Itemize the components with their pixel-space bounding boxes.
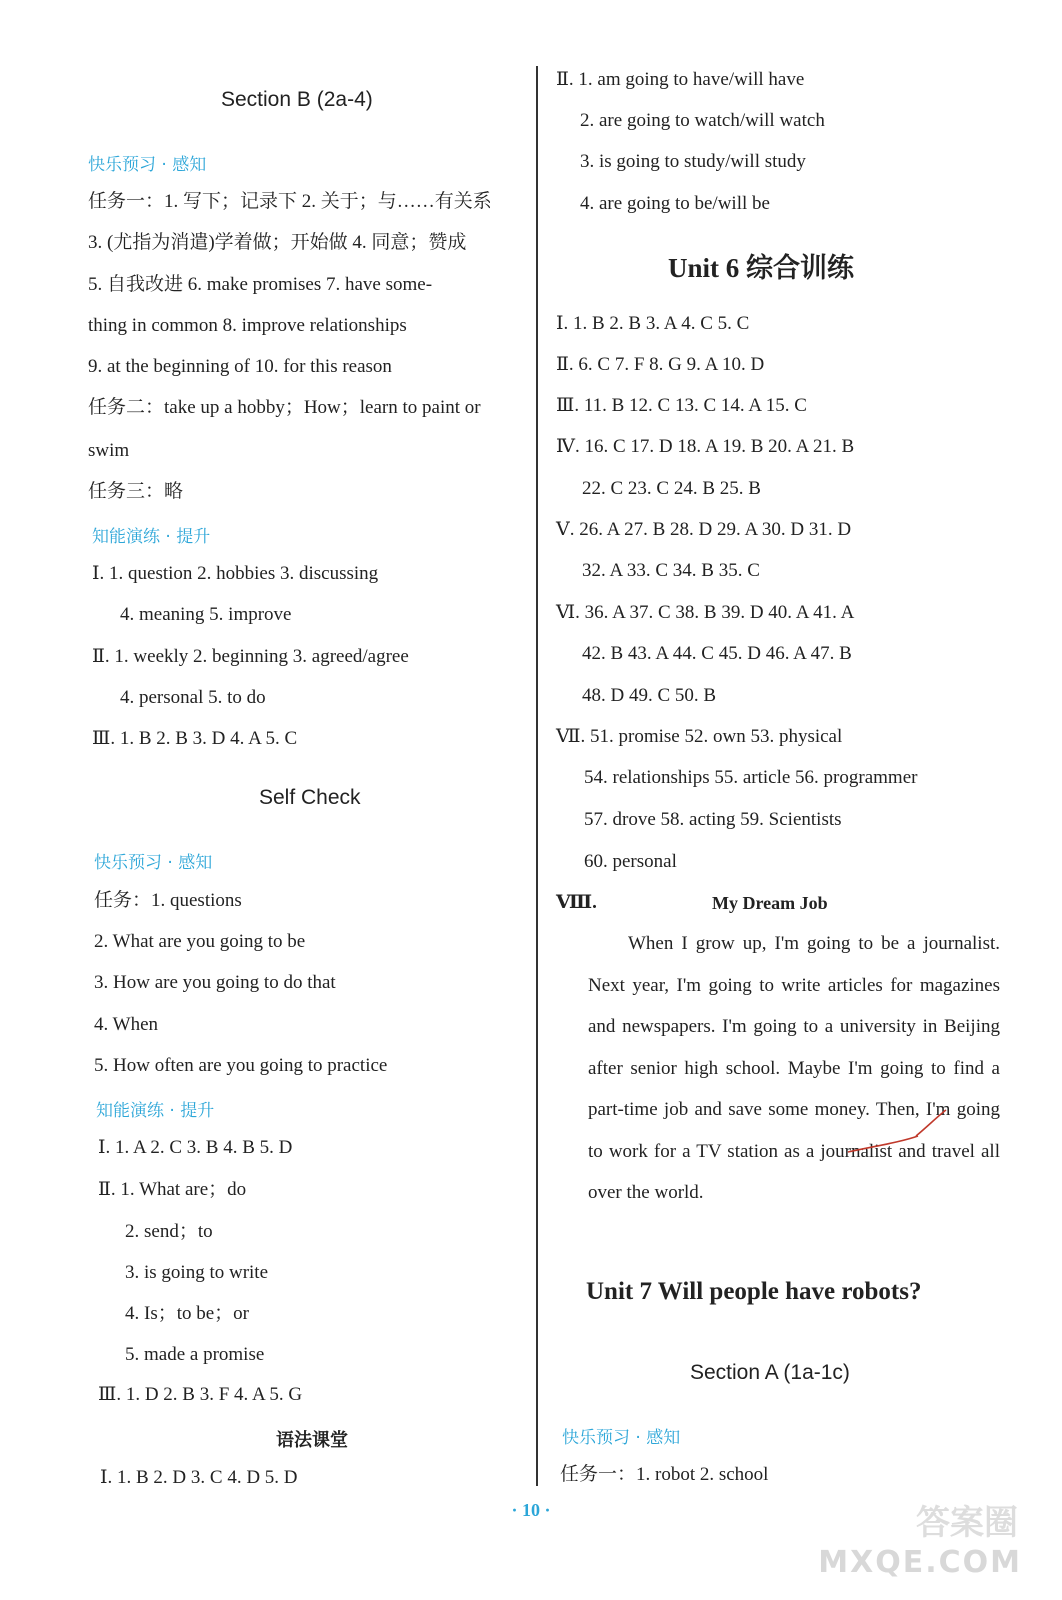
column-divider — [536, 66, 538, 1486]
section-b-title: Section B (2a-4) — [221, 88, 373, 111]
self-check-title: Self Check — [259, 786, 361, 809]
blue-heading-preview: 快乐预习 · 感知 — [562, 1428, 681, 1448]
answer-line: Ⅵ. 36. A 37. C 38. B 39. D 40. A 41. A — [556, 602, 855, 623]
page-number: · 10 · — [511, 1500, 551, 1520]
answer-line: 48. D 49. C 50. B — [582, 685, 717, 706]
answer-line: 5. made a promise — [125, 1344, 265, 1365]
essay-title: My Dream Job — [712, 893, 828, 913]
answer-line: Ⅶ. 51. promise 52. own 53. physical — [556, 726, 843, 747]
answer-line: 任务三：略 — [88, 481, 184, 502]
answer-line: Ⅴ. 26. A 27. B 28. D 29. A 30. D 31. D — [556, 519, 852, 540]
answer-line: 3. (尤指为消遣)学着做；开始做 4. 同意；赞成 — [88, 232, 467, 253]
answer-line: 60. personal — [584, 851, 677, 872]
blue-heading-preview: 快乐预习 · 感知 — [88, 155, 207, 175]
answer-line: 任务一：1. 写下；记录下 2. 关于；与……有关系 — [88, 191, 492, 212]
answer-line: 任务二：take up a hobby；How；learn to paint or — [88, 397, 481, 418]
answer-line: 2. are going to watch/will watch — [580, 110, 825, 131]
blue-heading-preview: 快乐预习 · 感知 — [94, 853, 213, 873]
grammar-heading: 语法课堂 — [276, 1430, 348, 1451]
answer-line: 32. A 33. C 34. B 35. C — [582, 560, 760, 581]
answer-line: 2. send；to — [125, 1221, 213, 1242]
answer-line: 任务一：1. robot 2. school — [560, 1464, 769, 1485]
watermark-logo: 答案圈 — [916, 1503, 1018, 1543]
unit6-title: Unit 6 综合训练 — [668, 253, 855, 283]
section-a-title: Section A (1a-1c) — [690, 1361, 850, 1384]
answer-line: 57. drove 58. acting 59. Scientists — [584, 809, 842, 830]
answer-line: 54. relationships 55. article 56. programmer — [584, 767, 918, 788]
watermark-url: MXQE.COM — [818, 1545, 1022, 1580]
answer-line: 5. How often are you going to practice — [94, 1055, 388, 1076]
answer-line: Ⅲ. 1. D 2. B 3. F 4. A 5. G — [98, 1384, 303, 1405]
answer-line: 4. meaning 5. improve — [120, 604, 292, 625]
answer-line: Ⅲ. 1. B 2. B 3. D 4. A 5. C — [92, 728, 298, 749]
answer-line: Ⅲ. 11. B 12. C 13. C 14. A 15. C — [556, 395, 807, 416]
unit7-title: Unit 7 Will people have robots? — [586, 1278, 922, 1305]
answer-line: 22. C 23. C 24. B 25. B — [582, 478, 761, 499]
essay-body: When I grow up, I'm going to be a journalist. Next year, I'm going to write articles for magazines and newspapers. I'm going to a university in Beijing after senior high school. Maybe I'm going to find a part-time job and save some money. Then, I'm going to work for a TV station as a journalist and travel all over the world. — [588, 933, 1000, 1203]
answer-line: Ⅰ. 1. B 2. D 3. C 4. D 5. D — [100, 1467, 298, 1488]
answer-line: Ⅱ. 1. weekly 2. beginning 3. agreed/agree — [92, 646, 409, 667]
answer-line: 3. How are you going to do that — [94, 972, 336, 993]
answer-line: Ⅳ. 16. C 17. D 18. A 19. B 20. A 21. B — [556, 436, 855, 457]
answer-line: 4. When — [94, 1014, 159, 1035]
answer-line: Ⅰ. 1. question 2. hobbies 3. discussing — [92, 563, 379, 584]
answer-line: Ⅱ. 1. What are；do — [98, 1179, 247, 1200]
answer-line: 4. personal 5. to do — [120, 687, 266, 708]
answer-line: Ⅱ. 1. am going to have/will have — [556, 69, 805, 90]
answer-line: 任务：1. questions — [94, 890, 242, 911]
blue-heading-practice: 知能演练 · 提升 — [92, 527, 211, 547]
handwritten-pen-mark — [846, 1106, 956, 1156]
answer-line: 2. What are you going to be — [94, 931, 306, 952]
answer-line: 5. 自我改进 6. make promises 7. have some- — [88, 274, 433, 295]
answer-line: 3. is going to study/will study — [580, 151, 806, 172]
answer-line: 9. at the beginning of 10. for this reason — [88, 356, 392, 377]
answer-line: Ⅰ. 1. A 2. C 3. B 4. B 5. D — [98, 1137, 293, 1158]
answer-line: 3. is going to write — [125, 1262, 269, 1283]
answer-line: Ⅱ. 6. C 7. F 8. G 9. A 10. D — [556, 354, 765, 375]
blue-heading-practice: 知能演练 · 提升 — [96, 1101, 215, 1121]
answer-line: Ⅰ. 1. B 2. B 3. A 4. C 5. C — [556, 313, 750, 334]
answer-line: 42. B 43. A 44. C 45. D 46. A 47. B — [582, 643, 852, 664]
answer-line: swim — [88, 440, 130, 461]
answer-line: 4. Is；to be；or — [125, 1303, 250, 1324]
answer-line: 4. are going to be/will be — [580, 193, 770, 214]
section-label: Ⅷ. — [556, 892, 597, 913]
answer-line: thing in common 8. improve relationships — [88, 315, 407, 336]
